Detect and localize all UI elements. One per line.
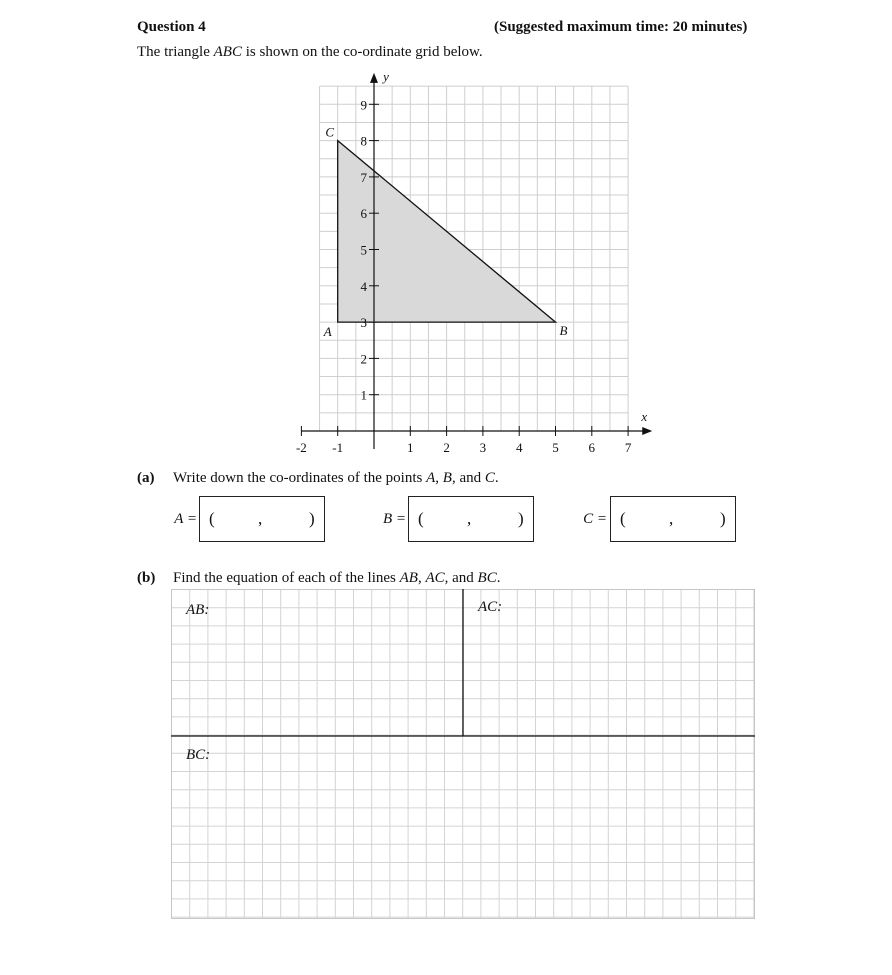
part-a-sep-1: , <box>435 470 443 486</box>
y-axis-arrow <box>370 73 378 83</box>
y-tick-label: 3 <box>360 315 367 331</box>
part-a-text-pre: Write down the co-ordinates of the points <box>173 470 427 486</box>
x-tick-label: 7 <box>624 440 632 455</box>
answer-b-label <box>366 511 406 528</box>
part-a-sep-2: , and <box>451 470 485 486</box>
answer-b-comma: , <box>467 509 472 528</box>
part-b-sep-1: , <box>417 570 426 586</box>
y-tick-label: 2 <box>360 351 367 367</box>
answer-a-open-paren: ( <box>209 509 215 528</box>
answer-b-close-paren: ) <box>518 509 524 528</box>
x-axis-arrow <box>642 427 652 435</box>
y-axis-label: y <box>383 68 389 84</box>
answer-b-label-text: B = <box>382 511 406 527</box>
x-tick-label: -2 <box>295 440 307 455</box>
x-tick-label: 6 <box>588 440 596 455</box>
answer-c-close-paren: ) <box>720 509 726 528</box>
y-tick-label: 1 <box>360 387 367 403</box>
answer-workspace-grid[interactable] <box>171 589 755 919</box>
point-label-c: C <box>325 124 335 140</box>
answer-a-close-paren: ) <box>309 509 315 528</box>
x-tick-label: 5 <box>552 440 559 455</box>
point-label-a: A <box>323 324 332 340</box>
answer-a-label-text: A = <box>174 511 197 527</box>
y-tick-label: 9 <box>360 97 367 113</box>
y-tick-label: 4 <box>360 278 367 294</box>
y-tick-label: 8 <box>360 133 367 149</box>
question-intro <box>137 44 483 61</box>
intro-triangle-name: ABC <box>213 44 242 60</box>
point-label-b: B <box>559 323 568 339</box>
answer-c-box[interactable] <box>610 496 736 542</box>
part-b-text-post: . <box>496 570 501 586</box>
answer-a-comma: , <box>258 509 263 528</box>
part-a-label: (a) <box>137 470 155 486</box>
x-tick-label: 4 <box>515 440 523 455</box>
part-b-var-bc: BC <box>477 570 497 586</box>
workspace-ac-label: AC: <box>478 599 503 615</box>
part-a-text-post: . <box>494 470 499 486</box>
y-tick-label: 7 <box>360 169 367 185</box>
answer-c-label <box>567 511 607 528</box>
part-b-var-ac: AC <box>425 570 445 586</box>
question-title: Question 4 <box>137 19 206 35</box>
x-tick-label: 1 <box>407 440 414 455</box>
answer-c-open-paren: ( <box>620 509 626 528</box>
part-b-instruction <box>173 570 500 587</box>
x-tick-label: 3 <box>479 440 487 455</box>
part-b-text-pre: Find the equation of each of the lines <box>173 570 400 586</box>
answer-b-box[interactable] <box>408 496 534 542</box>
answer-c-label-text: C = <box>583 511 607 527</box>
answer-a-label <box>157 511 197 528</box>
part-a-var-c: C <box>484 470 495 486</box>
part-b-var-ab: AB <box>399 570 418 586</box>
workspace-ab-label: AB: <box>186 602 210 618</box>
answer-b-open-paren: ( <box>418 509 424 528</box>
answer-c-comma: , <box>669 509 674 528</box>
intro-text-post: is shown on the co-ordinate grid below. <box>241 44 483 60</box>
suggested-time: (Suggested maximum time: 20 minutes) <box>494 19 748 35</box>
y-tick-label: 6 <box>360 206 367 222</box>
part-a-var-b: B <box>442 470 452 486</box>
coordinate-grid <box>280 68 660 460</box>
x-axis-label: x <box>641 409 648 424</box>
y-tick-label: 5 <box>360 242 367 258</box>
intro-text-pre: The triangle <box>137 44 214 60</box>
part-a-instruction <box>173 470 499 487</box>
answer-a-box[interactable] <box>199 496 325 542</box>
part-b-sep-2: , and <box>444 570 478 586</box>
x-tick-label: 2 <box>443 440 450 455</box>
part-b-label: (b) <box>137 570 156 586</box>
part-a-var-a: A <box>426 470 436 486</box>
x-tick-label: -1 <box>332 440 344 455</box>
workspace-bc-label: BC: <box>186 747 211 763</box>
